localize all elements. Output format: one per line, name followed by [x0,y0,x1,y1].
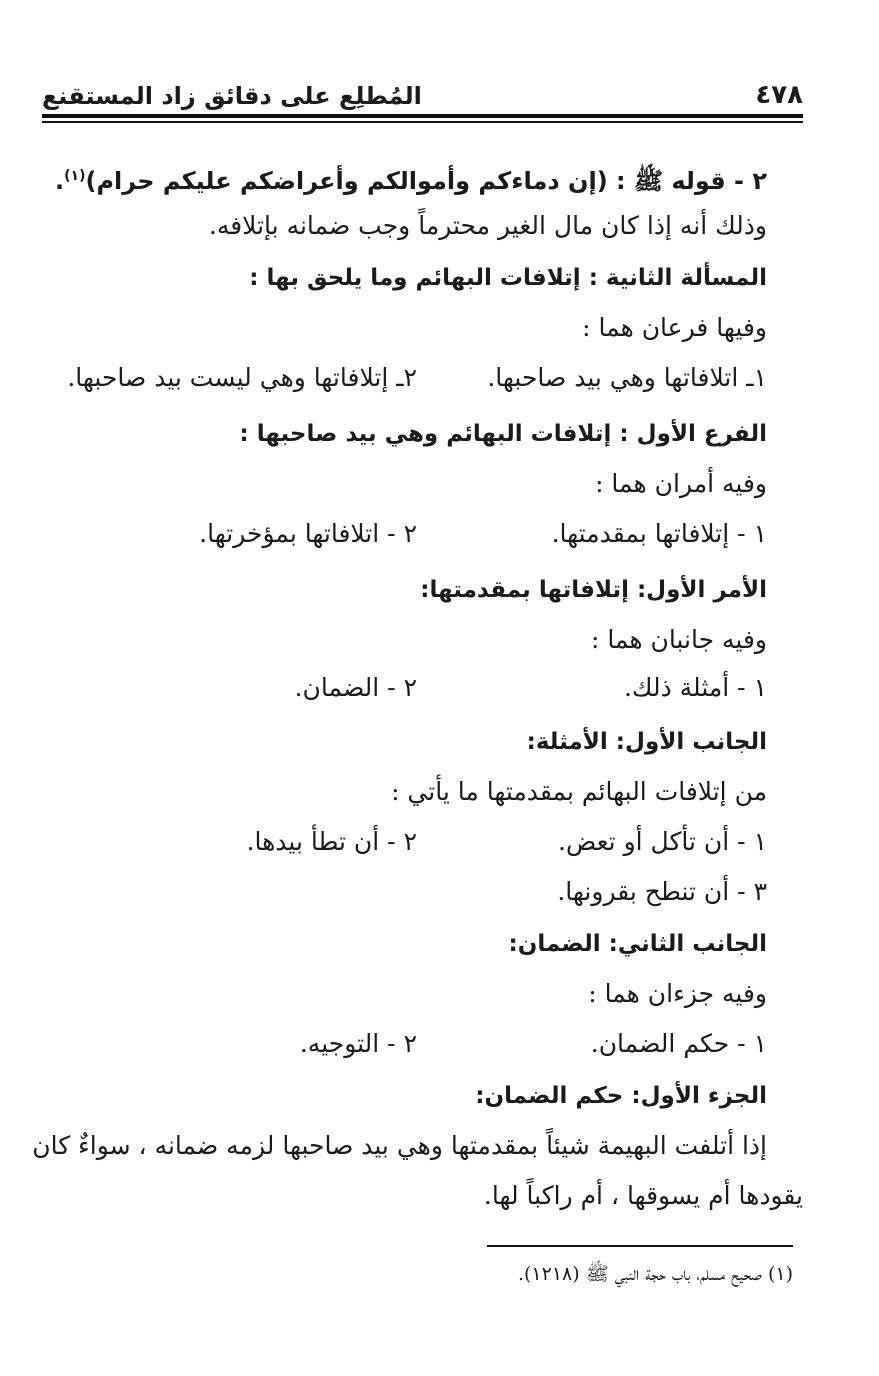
list-item: ٢ - التوجيه. [299,1029,417,1058]
header-rule-thick [42,114,803,118]
list-item: ٢ - الضمان. [294,673,417,702]
footnote-ref: (١) [64,168,86,184]
footnote: (١) صحيح مسلم، باب حجة النبي ﷺ (١٢١٨). [517,1263,793,1285]
list-item: ٢ - أن تطأ بيدها. [246,827,417,856]
list-item: ١ـ اتلافاتها وهي بيد صاحبها. [487,363,767,392]
page-header [42,72,803,110]
list-row [42,668,767,708]
list-item: ١ - أن تأكل أو تعض. [558,827,767,856]
text-line: وفيه جزءان هما : [588,979,767,1008]
list-item: ١ - حكم الضمان. [590,1029,767,1058]
section-heading: الجانب الأول: الأمثلة: [526,729,767,755]
text-line: وفيها فرعان هما : [582,313,767,342]
footnote-separator [487,1245,793,1247]
list-item: ١ - أمثلة ذلك. [623,673,767,702]
hadith-line: ٢ - قوله ﷺ : (إن دماءكم وأموالكم وأعراضكم عليكم حرام)$^{(١)}$. [55,167,767,195]
section-heading: الجانب الثاني: الضمان: [508,931,767,957]
section-heading: المسألة الثانية : إتلافات البهائم وما يلحق بها : [249,265,767,291]
list-item: ٢ـ إتلافاتها وهي ليست بيد صاحبها. [67,363,417,392]
list-item: ٣ - أن تنطح بقرونها. [557,877,767,906]
text-line: من إتلافات البهائم بمقدمتها ما يأتي : [391,777,767,806]
list-row [42,1024,767,1064]
book-title: المُطلِع على دقائق زاد المستقنع [42,82,422,110]
text-line: وذلك أنه إذا كان مال الغير محترماً وجب ضمانه بإتلافه. [208,211,767,240]
text-line: وفيه أمران هما : [595,469,767,498]
list-item: ٢ - اتلافاتها بمؤخرتها. [199,519,417,548]
section-heading: الفرع الأول : إتلافات البهائم وهي بيد صاحبها : [239,421,767,447]
header-rule-thin [42,121,803,123]
text-line: إذا أتلفت البهيمة شيئاً بمقدمتها وهي بيد صاحبها لزمه ضمانه ، سواءٌ كان [32,1131,767,1160]
text-line: يقودها أم يسوقها ، أم راكباً لها. [483,1181,803,1210]
list-item: ١ - إتلافاتها بمقدمتها. [551,519,767,548]
text-line: وفيه جانبان هما : [590,625,767,654]
list-row [20,358,767,398]
list-row [42,822,767,862]
section-heading: الأمر الأول: إتلافاتها بمقدمتها: [420,577,767,603]
page-number: ٤٧٨ [755,80,803,110]
section-heading: الجزء الأول: حكم الضمان: [475,1083,767,1109]
list-row [42,514,767,554]
